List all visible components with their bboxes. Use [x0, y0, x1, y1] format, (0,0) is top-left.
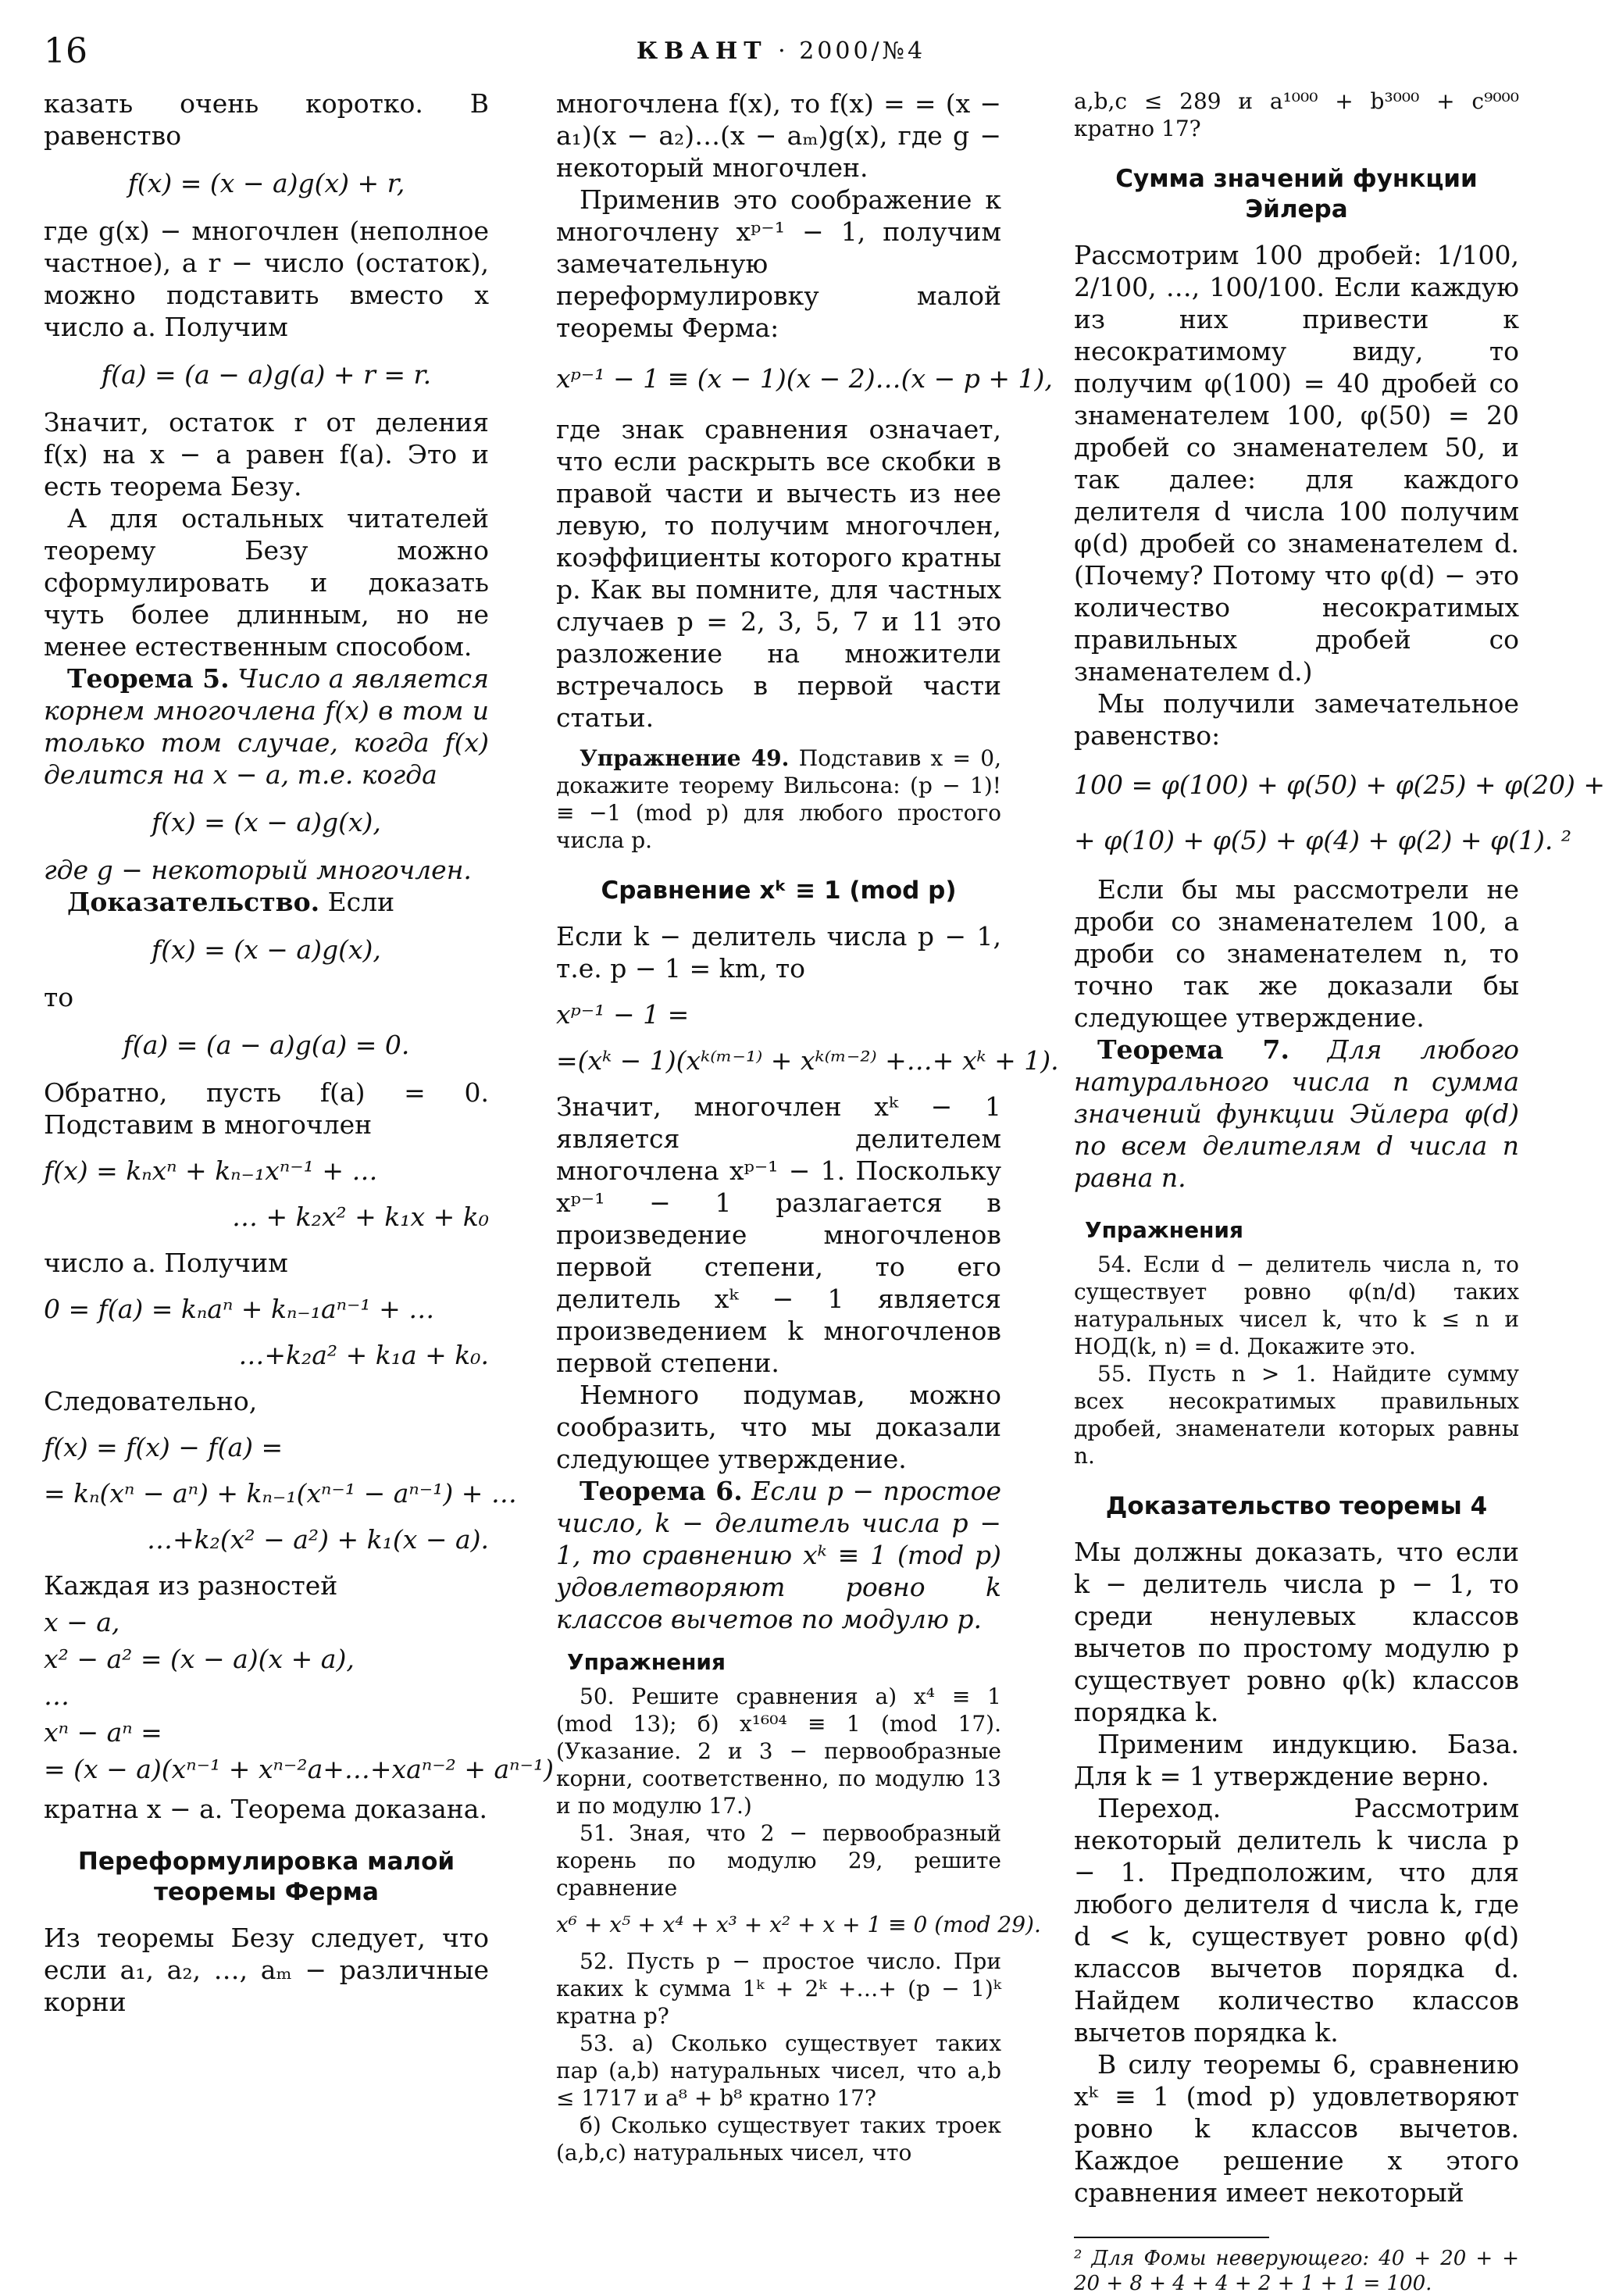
footnote: ² Для Фомы неверующего: 40 + 20 + + 20 + 8 + 4 + 4 + 2 + 1 + 1 = 100. — [1074, 2247, 1519, 2295]
formula: + φ(10) + φ(5) + φ(4) + φ(2) + φ(1). ² — [1074, 825, 1572, 855]
formula: 100 = φ(100) + φ(50) + φ(25) + φ(20) + — [1074, 769, 1605, 800]
paragraph: Значит, многочлен xᵏ − 1 является делителем многочлена xᵖ⁻¹ − 1. Поскольку xᵖ⁻¹ − 1 разлагается в произведение многочленов первой степени, то его делитель xᵏ − 1 является произведением k многочленов первой степени. — [556, 1091, 1001, 1378]
section-heading: Сумма значений функции Эйлера — [1115, 165, 1478, 223]
footnote-divider — [1074, 2237, 1269, 2238]
paragraph: число a. Получим — [44, 1248, 288, 1278]
proof-text: Если — [327, 887, 395, 917]
paragraph: Обратно, пусть f(a) = 0. Подставим в многочлен — [44, 1077, 489, 1140]
paragraph: Если k − делитель числа p − 1, т.е. p − 1 = km, то — [556, 921, 1001, 984]
paragraph: Применим индукцию. База. Для k = 1 утверждение верно. — [1074, 1729, 1519, 1791]
theorem-text: Число a является корнем многочлена f(x) в том и только том случае, когда f(x) делится на x − a, т.е. когда — [44, 663, 489, 790]
paragraph: Применив это соображение к многочлену xᵖ⁻¹ − 1, получим замечательную переформулировку малой теоремы Ферма: — [556, 184, 1001, 343]
formula: f(x) = (x − a)g(x), — [152, 934, 381, 965]
proof — [44, 886, 489, 918]
theorem-text: Если p − простое число, k − делитель числа p − 1, то сравнению xᵏ ≡ 1 (mod p) удовлетворяют ровно k классов вычетов по модулю p. — [556, 1476, 1002, 1634]
theorem-label: Теорема 5. — [67, 663, 230, 694]
paragraph: то — [44, 982, 74, 1012]
exercise-52: 52. Пусть p − простое число. При каких k сумма 1ᵏ + 2ᵏ +…+ (p − 1)ᵏ кратна p? — [556, 1948, 1001, 2029]
exercises-heading: Упражнения — [1085, 1217, 1244, 1243]
paragraph: Рассмотрим 100 дробей: 1/100, 2/100, …, 100/100. Если каждую из них привести к несократимому виду, то получим φ(100) = 40 дробей со знаменателем 100, φ(50) = 20 дробей со знаменателем 50, и так далее: для каждого делителя d числа 100 получим φ(d) дробей со знаменателем d. (Почему? Потому что φ(d) − это количество несократимых правильных дробей со знаменателем d.) — [1074, 240, 1519, 687]
page-number: 16 — [44, 31, 87, 71]
theorem-5 — [44, 662, 489, 791]
paragraph: Если бы мы рассмотрели не дроби со знаменателем 100, а дроби со знаменателем n, то точно так же доказали бы следующее утверждение. — [1074, 874, 1519, 1033]
page-header — [44, 31, 1518, 78]
formula: x⁶ + x⁵ + x⁴ + x³ + x² + x + 1 ≡ 0 (mod 29). — [556, 1912, 1041, 1937]
formula: = (x − a)(xⁿ⁻¹ + xⁿ⁻²a+…+xaⁿ⁻² + aⁿ⁻¹) — [44, 1754, 555, 1784]
formula: xᵖ⁻¹ − 1 ≡ (x − 1)(x − 2)…(x − p + 1), — [556, 363, 1053, 394]
exercise-49 — [556, 745, 1001, 854]
formula: xⁿ − aⁿ = — [44, 1717, 162, 1748]
formula: x − a, — [44, 1607, 120, 1637]
section-heading: Переформулировка малой теоремы Ферма — [77, 1848, 455, 1906]
theorem-label: Теорема 7. — [1097, 1034, 1289, 1065]
theorem-6 — [556, 1475, 1001, 1635]
formula: f(x) = (x − a)g(x), — [152, 807, 381, 837]
exercise-54: 54. Если d − делитель числа n, то существует ровно φ(n/d) таких натуральных чисел k, что k ≤ n и НОД(k, n) = d. Докажите это. — [1074, 1252, 1519, 1359]
theorem-text: Для любого натурального числа n сумма значений функции Эйлера φ(d) по всем делителям d числа n равна n. — [1074, 1034, 1519, 1193]
theorem-label: Теорема 6. — [580, 1476, 743, 1506]
formula: =(xᵏ − 1)(xᵏ⁽ᵐ⁻¹⁾ + xᵏ⁽ᵐ⁻²⁾ +…+ xᵏ + 1). — [556, 1045, 1059, 1076]
proof-label: Доказательство. — [67, 887, 320, 917]
formula: …+k₂(x² − a²) + k₁(x − a). — [146, 1524, 489, 1555]
paragraph: кратна x − a. Теорема доказана. — [44, 1794, 487, 1824]
journal-title — [44, 37, 1518, 65]
exercise-label: Упражнение 49. — [580, 745, 790, 771]
section-heading: Сравнение xᵏ ≡ 1 (mod p) — [601, 877, 957, 905]
theorem-7 — [1074, 1034, 1519, 1194]
column-3 — [1074, 87, 1605, 2296]
exercise-53b: б) Сколько существует таких троек (a,b,c) натуральных чисел, что — [556, 2112, 1001, 2166]
section-heading: Доказательство теоремы 4 — [1105, 1492, 1488, 1520]
journal-issue: · 2000/№4 — [778, 37, 926, 65]
formula: 0 = f(a) = kₙaⁿ + kₙ₋₁aⁿ⁻¹ + … — [44, 1294, 435, 1324]
formula: xᵖ⁻¹ − 1 = — [556, 999, 690, 1030]
column-2 — [556, 87, 1059, 2166]
paragraph: где g(x) − многочлен (неполное частное), а r − число (остаток), можно подставить вместо x число a. Получим — [44, 216, 489, 342]
paragraph: Из теоремы Безу следует, что если a₁, a₂, …, aₘ − различные корни — [44, 1923, 489, 2017]
paragraph: многочлена f(x), то f(x) = = (x − a₁)(x − a₂)…(x − aₘ)g(x), где g − некоторый многочлен. — [556, 88, 1001, 183]
formula: … — [44, 1680, 70, 1711]
formula: f(x) = (x − a)g(x) + r, — [127, 168, 405, 198]
paragraph: А для остальных читателей теорему Безу можно сформулировать и доказать чуть более длинным, но не менее естественным способом. — [44, 503, 489, 662]
formula: f(a) = (a − a)g(a) = 0. — [123, 1030, 410, 1060]
paragraph: где g − некоторый многочлен. — [44, 855, 472, 885]
formula: …+k₂a² + k₁a + k₀. — [238, 1340, 489, 1370]
paragraph: Значит, остаток r от деления f(x) на x − a равен f(a). Это и есть теорема Безу. — [44, 407, 489, 502]
journal-name: КВАНТ — [636, 37, 768, 65]
paragraph: Следовательно, — [44, 1386, 258, 1416]
exercises-heading: Упражнения — [567, 1649, 726, 1675]
formula: x² − a² = (x − a)(x + a), — [44, 1644, 355, 1674]
paragraph: Мы должны доказать, что если k − делитель числа p − 1, то среди ненулевых классов вычетов по простому модулю p существует ровно φ(k) классов порядка k. — [1074, 1537, 1519, 1727]
formula: = kₙ(xⁿ − aⁿ) + kₙ₋₁(xⁿ⁻¹ − aⁿ⁻¹) + … — [44, 1478, 517, 1509]
column-1 — [44, 87, 555, 2018]
paragraph: где знак сравнения означает, что если раскрыть все скобки в правой части и вычесть из нее левую, то получим многочлен, коэффициенты которого кратны p. Как вы помните, для частных случаев p = 2, 3, 5, 7 и 11 это разложение на множители встречалось в первой части статьи. — [556, 414, 1001, 733]
paragraph: Немного подумав, можно сообразить, что мы доказали следующее утверждение. — [556, 1380, 1001, 1474]
exercise-50: 50. Решите сравнения а) x⁴ ≡ 1 (mod 13); б) x¹⁶⁰⁴ ≡ 1 (mod 17). (Указание. 2 и 3 − первообразные корни, соответственно, по модулю 13 и по модулю 17.) — [556, 1684, 1001, 1819]
formula: f(a) = (a − a)g(a) + r = r. — [101, 359, 432, 390]
paragraph: В силу теоремы 6, сравнению xᵏ ≡ 1 (mod p) удовлетворяют ровно k классов вычетов. Каждое решение x этого сравнения имеет некоторый — [1074, 2049, 1519, 2208]
exercise-51: 51. Зная, что 2 − первообразный корень по модулю 29, решите сравнение — [556, 1820, 1001, 1901]
paragraph: казать очень коротко. В равенство — [44, 88, 489, 151]
paragraph: Переход. Рассмотрим некоторый делитель k числа p − 1. Предположим, что для любого делителя d числа k, где d < k, существует ровно φ(d) классов вычетов порядка d. Найдем количество классов вычетов порядка k. — [1074, 1793, 1519, 2048]
paragraph: Мы получили замечательное равенство: — [1074, 688, 1519, 751]
paragraph: Каждая из разностей — [44, 1570, 338, 1601]
exercise-text: Подставив x = 0, докажите теорему Вильсона: (p − 1)! ≡ −1 (mod p) для любого простого числа p. — [556, 745, 1001, 853]
formula: … + k₂x² + k₁x + k₀ — [231, 1202, 489, 1232]
exercise-53a: 53. а) Сколько существует таких пар (a,b) натуральных чисел, что a,b ≤ 1717 и a⁸ + b⁸ кратно 17? — [556, 2030, 1001, 2111]
formula: f(x) = f(x) − f(a) = — [44, 1432, 284, 1462]
formula: f(x) = kₙxⁿ + kₙ₋₁xⁿ⁻¹ + … — [44, 1155, 378, 1186]
exercise-55: 55. Пусть n > 1. Найдите сумму всех несократимых правильных дробей, знаменатели которых равны n. — [1074, 1361, 1519, 1469]
paragraph: a,b,c ≤ 289 и a¹⁰⁰⁰ + b³⁰⁰⁰ + c⁹⁰⁰⁰ кратно 17? — [1074, 88, 1519, 141]
